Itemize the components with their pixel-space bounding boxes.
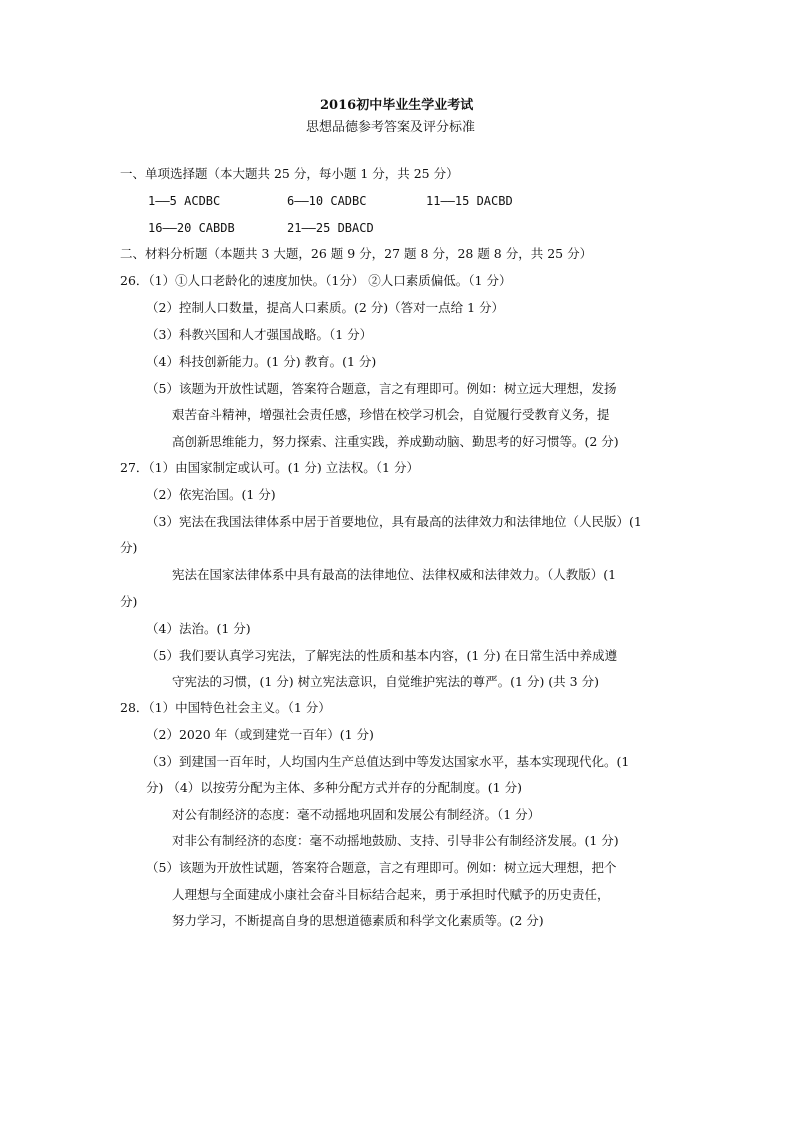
title-year: 2016 bbox=[320, 98, 357, 113]
answer-range-4: 16——20 CABDB bbox=[148, 221, 235, 235]
q28-line5b: 人理想与全面建成小康社会奋斗目标结合起来，勇于承担时代赋予的历史责任， bbox=[172, 887, 610, 902]
q28-line5a: （5）该题为开放性试题，答案符合题意，言之有理即可。例如：树立远大理想，把个 bbox=[146, 860, 617, 875]
q28-line3a: （3）到建国一百年时，人均国内生产总值达到中等发达国家水平，基本实现现代化。(1 bbox=[146, 754, 630, 769]
page-title bbox=[320, 98, 473, 114]
q28-line1: 28．（1）中国特色社会主义。（1 分） bbox=[120, 700, 331, 715]
q27-line5b: 守宪法的习惯，(1 分) 树立宪法意识，自觉维护宪法的尊严。(1 分) (共 3 分) bbox=[172, 674, 599, 689]
page-subtitle: 思想品德参考答案及评分标准 bbox=[306, 120, 476, 135]
q26-line5a: （5）该题为开放性试题，答案符合题意，言之有理即可。例如：树立远大理想，发扬 bbox=[146, 381, 617, 396]
answer-range-5: 21——25 DBACD bbox=[287, 221, 374, 235]
q28-line5c: 努力学习，不断提高自身的思想道德素质和科学文化素质等。(2 分) bbox=[172, 913, 544, 928]
q28-line3b: 分) （4）以按劳分配为主体、多种分配方式并存的分配制度。(1 分) bbox=[146, 780, 522, 795]
answer-range-3: 11——15 DACBD bbox=[426, 194, 513, 208]
q27-line3d: 分) bbox=[120, 594, 138, 609]
q27-line3b: 分) bbox=[120, 540, 138, 555]
q26-line4: （4）科技创新能力。(1 分) 教育。(1 分) bbox=[146, 354, 377, 369]
q27-line2: （2）依宪治国。(1 分) bbox=[146, 487, 276, 502]
title-text: 初中毕业生学业考试 bbox=[356, 98, 474, 113]
q28-line2: （2）2020 年（或到建党一百年）(1 分) bbox=[146, 727, 374, 742]
q28-line4a: 对公有制经济的态度：毫不动摇地巩固和发展公有制经济。（1 分） bbox=[172, 807, 541, 822]
section1-heading: 一、单项选择题（本大题共 25 分，每小题 1 分，共 25 分） bbox=[120, 166, 459, 181]
q26-line5b: 艰苦奋斗精神，增强社会责任感，珍惜在校学习机会，自觉履行受教育义务，提 bbox=[172, 407, 610, 422]
section2-heading: 二、材料分析题（本题共 3 大题，26 题 9 分，27 题 8 分，28 题 8 分，共 25 分） bbox=[120, 246, 593, 261]
q27-line3c: 宪法在国家法律体系中具有最高的法律地位、法律权威和法律效力。（人教版）(1 bbox=[172, 567, 617, 582]
answer-range-2: 6——10 CADBC bbox=[287, 194, 367, 208]
q27-line1: 27．（1）由国家制定或认可。(1 分) 立法权。（1 分） bbox=[120, 460, 419, 475]
q27-line3a: （3）宪法在我国法律体系中居于首要地位，具有最高的法律效力和法律地位（人民版）(1 bbox=[146, 514, 642, 529]
q26-line5c: 高创新思维能力，努力探索、注重实践，养成勤动脑、勤思考的好习惯等。(2 分) bbox=[172, 434, 619, 449]
answer-range-1: 1——5 ACDBC bbox=[148, 194, 221, 208]
q26-line3: （3）科教兴国和人才强国战略。（1 分） bbox=[146, 327, 373, 342]
q27-line4: （4）法治。(1 分) bbox=[146, 621, 251, 636]
q26-line2: （2）控制人口数量，提高人口素质。(2 分)（答对一点给 1 分） bbox=[146, 300, 505, 315]
q26-line1: 26．（1）①人口老龄化的速度加快。（1分） ②人口素质偏低。（1 分） bbox=[120, 273, 512, 288]
q27-line5a: （5）我们要认真学习宪法，了解宪法的性质和基本内容，(1 分) 在日常生活中养成遵 bbox=[146, 648, 618, 663]
q28-line4b: 对非公有制经济的态度：毫不动摇地鼓励、支持、引导非公有制经济发展。(1 分) bbox=[172, 833, 619, 848]
